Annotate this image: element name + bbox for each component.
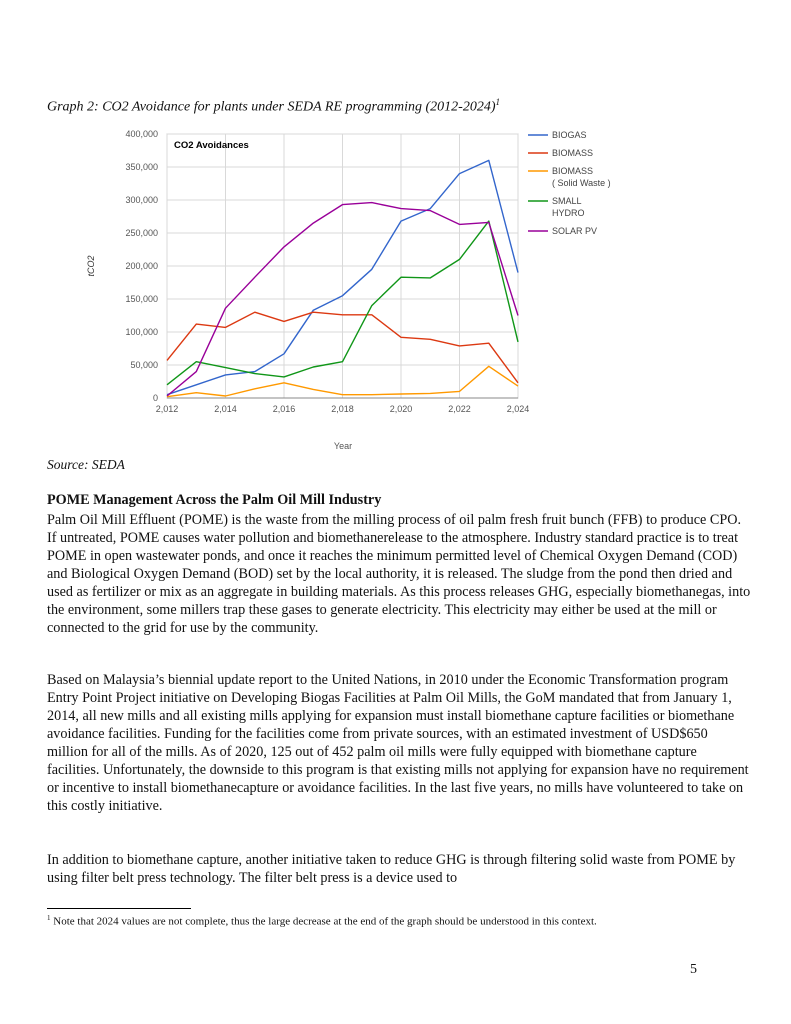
co2-avoidance-chart: [80, 128, 640, 456]
footnote-divider: [47, 908, 191, 909]
y-tick-label: 0: [152, 393, 158, 403]
y-tick-label: 250,000: [125, 228, 158, 238]
legend-label: BIOMASS: [552, 166, 594, 176]
source-note: Source: SEDA: [47, 457, 125, 472]
footnote-marker: 1: [47, 914, 51, 922]
caption-footnote-ref: 1: [495, 97, 500, 107]
paragraph-pome: Palm Oil Mill Effluent (POME) is the waste from the milling process of oil palm fresh fruit bunch (FFB) to produce CPO. If untreated, POME causes water pollution and biomethanerelease to the atmosphere. Industry standard practice is to treat POME in open wastewater ponds, and once it reaches the minimum permitted level of Chemical Oxygen Demand (COD) and Biological Oxygen Demand (BOD) set by the local authority, it is released. The sludge from the pond then dried and used as fertilizer or mix as an aggregate in building materials. As this process releases GHG, especially biomethanegas, into the environment, some millers trap these gases to generate electricity. This electricity may either be used at the mill or connected to the grid for use by the community.: [47, 512, 751, 636]
y-tick-label: 150,000: [125, 294, 158, 304]
paragraph-biennial-report: Based on Malaysia’s biennial update report to the United Nations, in 2010 under the Economic Transformation program Entry Point Project initiative on Developing Biogas Facilities at Palm Oil Mills, the GoM mandated that from January 1, 2014, all new mills and all existing mills applying for expansion must install biomethane capture facilities or biomethane avoidance facilities. Funding for the facilities come from private sources, with an estimated investment of USD$650 million for all of the mills. As of 2020, 125 out of 452 palm oil mills were fully equipped with biomethane capture facilities. Unfortunately, the downside to this program is that existing mills not applying for expansion have no requirement or incentive to install biomethanecapture or avoidance facilities. In the last five years, no mills have volunteered to take on this costly initiative.: [47, 672, 749, 814]
legend-label: BIOMASS: [552, 148, 594, 158]
y-tick-label: 300,000: [125, 195, 158, 205]
section-heading: POME Management Across the Palm Oil Mill Industry: [47, 492, 382, 508]
x-tick-label: 2,020: [389, 404, 413, 414]
x-axis-ticks: [156, 404, 530, 414]
legend-label: HYDRO: [552, 208, 585, 218]
graph-caption: [47, 97, 500, 116]
x-tick-label: 2,022: [448, 404, 471, 414]
y-axis-ticks: [125, 129, 158, 403]
x-tick-label: 2,014: [214, 404, 237, 414]
y-tick-label: 50,000: [130, 360, 158, 370]
x-tick-label: 2,024: [506, 404, 530, 414]
legend-label: BIOGAS: [552, 130, 587, 140]
x-tick-label: 2,012: [155, 404, 179, 414]
y-tick-label: 100,000: [125, 327, 158, 337]
y-tick-label: 350,000: [125, 162, 158, 172]
x-tick-label: 2,016: [272, 404, 296, 414]
legend-label: SOLAR PV: [552, 226, 598, 236]
y-axis-label: tCO2: [86, 255, 96, 277]
paragraph-filter-press: In addition to biomethane capture, another initiative taken to reduce GHG is through filtering solid waste from POME by using filter belt press technology. The filter belt press is a device used to: [47, 852, 736, 886]
legend-label: ( Solid Waste ): [552, 178, 611, 188]
x-axis-label: Year: [333, 441, 353, 451]
footnote-text: Note that 2024 values are not complete, thus the large decrease at the end of the graph should be understood in this context.: [53, 915, 597, 928]
caption-text: Graph 2: CO2 Avoidance for plants under SEDA RE programming (2012-2024): [47, 99, 496, 115]
x-tick-label: 2,018: [331, 404, 354, 414]
y-tick-label: 200,000: [125, 261, 158, 271]
page-number: 5: [690, 962, 697, 977]
legend: [528, 130, 611, 236]
chart-title: CO2 Avoidances: [174, 140, 249, 151]
footnote: [47, 914, 597, 928]
y-tick-label: 400,000: [125, 129, 158, 139]
legend-label: SMALL: [552, 196, 582, 206]
